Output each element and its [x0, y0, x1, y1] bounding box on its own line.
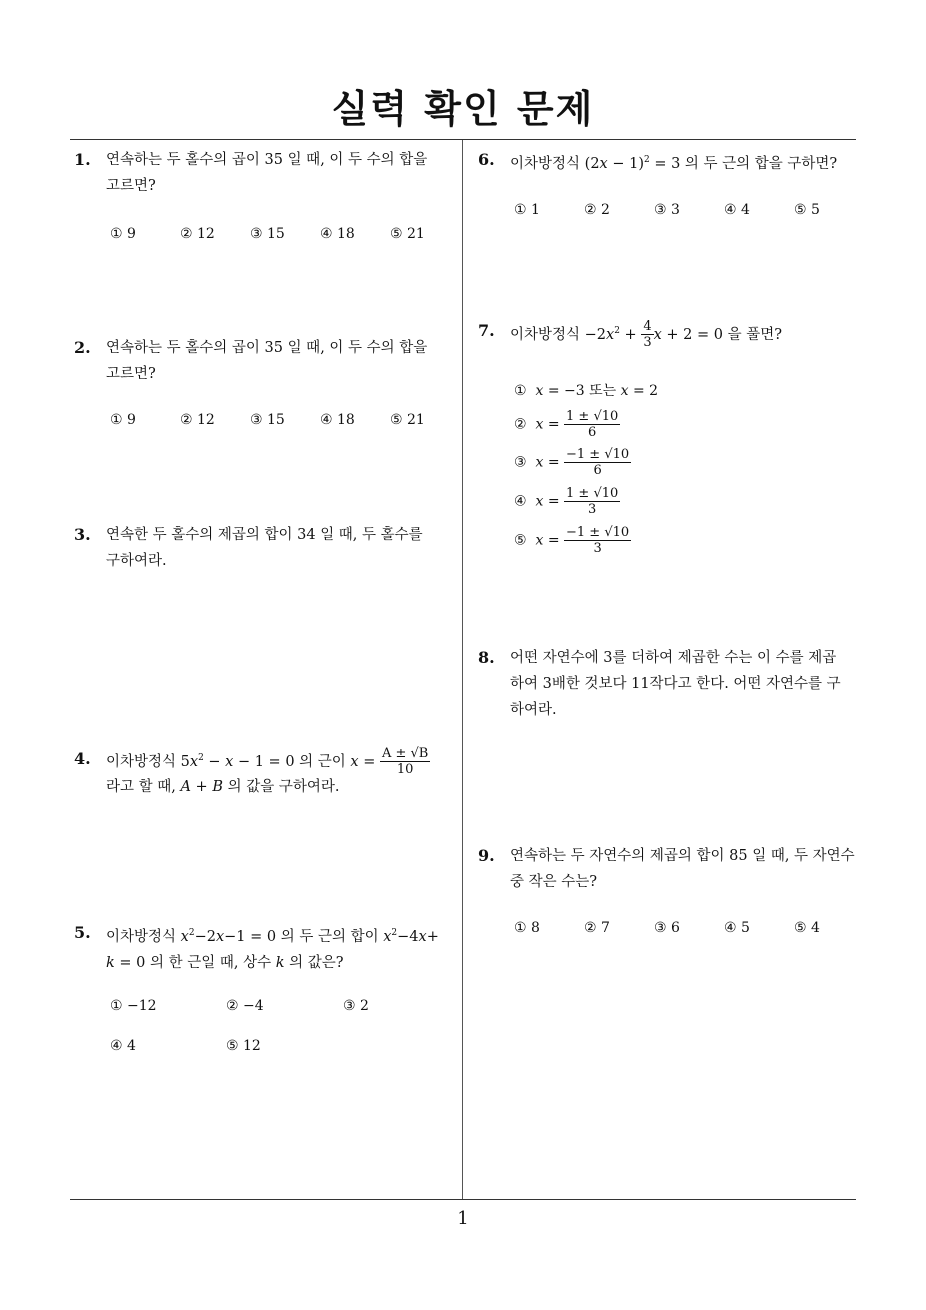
- question-text: 의 한 근일 때, 상수: [150, 954, 272, 971]
- question-6: 6. 이차방정식 $(2x - 1)^2 = 3$ 의 두 근의 합을 구하면?: [478, 147, 863, 177]
- option-1[interactable]: ① −12: [110, 998, 157, 1014]
- question-text: 의 값은?: [289, 954, 344, 971]
- footer-rule: [70, 1199, 856, 1200]
- option-5[interactable]: ⑤ x = $\frac{-1 \pm √10}{3}$: [514, 525, 630, 556]
- column-divider: [462, 140, 463, 1200]
- question-text: 중 작은 수는?: [510, 874, 598, 890]
- question-text: 연속하는 두 홀수의 곱이 35 일 때, 이 두 수의 합을: [106, 340, 428, 356]
- question-text: 고르면?: [106, 366, 156, 382]
- option-2[interactable]: ② 12: [180, 412, 215, 428]
- question-text: 의 두 근의 합을 구하면?: [684, 155, 838, 172]
- question-1: [74, 147, 459, 199]
- question-text: 의 근이: [299, 753, 346, 770]
- option-5[interactable]: ⑤ 21: [390, 412, 425, 428]
- question-number: 5.: [74, 923, 91, 942]
- question-7: 7. 이차방정식 $-2x^2$ + $\frac{4}{3}$ x + 2 = 0 을 풀면?: [478, 319, 782, 351]
- question-4: 4. 이차방정식 $5x^2 - x - 1 = 0$ 의 근이 x = $\frac{A \pm √B}{10}$ 라고 할 때, A + B 의 값을 구하여라.: [74, 746, 429, 795]
- option-5[interactable]: ⑤ 5: [794, 202, 820, 218]
- question-text: 이차방정식 5: [106, 753, 190, 770]
- question-text: 하여라.: [510, 702, 557, 718]
- question-5: 5. 이차방정식 $x^2-2x-1 = 0$ 의 두 근의 합이 $x^2-4x+$ k = 0 의 한 근일 때, 상수 k 의 값은?: [74, 920, 459, 976]
- question-text: 이차방정식: [510, 326, 581, 343]
- option-3[interactable]: ③ 6: [654, 920, 680, 936]
- question-text: 의 두 근의 합이: [280, 928, 379, 945]
- question-number: 2.: [74, 338, 91, 357]
- fraction: $\frac{4}{3}$: [643, 319, 652, 351]
- option-4[interactable]: ④ 4: [110, 1038, 136, 1054]
- option-2[interactable]: ② −4: [226, 998, 264, 1014]
- question-3: [74, 522, 459, 574]
- question-text: 연속한 두 홀수의 제곱의 합이 34 일 때, 두 홀수를: [106, 527, 423, 543]
- option-3[interactable]: ③ 2: [343, 998, 369, 1014]
- question-number: 8.: [478, 648, 495, 667]
- option-1[interactable]: ① x = −3 또는 x = 2: [514, 383, 659, 399]
- option-2[interactable]: ② x = $\frac{1 \pm √10}{6}$: [514, 409, 619, 440]
- option-1[interactable]: ① 9: [110, 412, 136, 428]
- option-3[interactable]: ③ 15: [250, 226, 285, 242]
- question-text: 을 풀면?: [727, 326, 782, 343]
- option-5[interactable]: ⑤ 21: [390, 226, 425, 242]
- option-3[interactable]: ③ x = $\frac{-1 \pm √10}{6}$: [514, 447, 630, 478]
- option-3[interactable]: ③ 15: [250, 412, 285, 428]
- question-2: [74, 335, 459, 387]
- option-5[interactable]: ⑤ 4: [794, 920, 820, 936]
- option-5[interactable]: ⑤ 12: [226, 1038, 261, 1054]
- question-number: 4.: [74, 749, 91, 768]
- question-text: 이차방정식: [510, 155, 581, 172]
- question-text: 고르면?: [106, 178, 156, 194]
- question-text: 연속하는 두 자연수의 제곱의 합이 85 일 때, 두 자연수: [510, 848, 855, 864]
- question-number: 7.: [478, 321, 495, 340]
- option-1[interactable]: ① 1: [514, 202, 540, 218]
- option-3[interactable]: ③ 3: [654, 202, 680, 218]
- option-4[interactable]: ④ 18: [320, 412, 355, 428]
- question-text: 어떤 자연수에 3를 더하여 제곱한 수는 이 수를 제곱: [510, 650, 837, 666]
- question-text: 연속하는 두 홀수의 곱이 35 일 때, 이 두 수의 합을: [106, 152, 428, 168]
- option-4[interactable]: ④ x = $\frac{1 \pm √10}{3}$: [514, 486, 619, 517]
- header-rule: [70, 139, 856, 140]
- question-number: 6.: [478, 150, 495, 169]
- fraction: $\frac{A \pm √B}{10}$: [381, 746, 429, 778]
- option-2[interactable]: ② 7: [584, 920, 610, 936]
- question-8: [478, 645, 863, 723]
- page-number: 1: [457, 1208, 469, 1229]
- question-9: [478, 843, 863, 895]
- question-text: 이차방정식: [106, 928, 177, 945]
- option-1[interactable]: ① 8: [514, 920, 540, 936]
- option-4[interactable]: ④ 5: [724, 920, 750, 936]
- question-number: 9.: [478, 846, 495, 865]
- question-text: 라고 할 때,: [106, 778, 176, 795]
- option-2[interactable]: ② 2: [584, 202, 610, 218]
- question-number: 1.: [74, 150, 91, 169]
- question-text: 구하여라.: [106, 553, 167, 569]
- question-number: 3.: [74, 525, 91, 544]
- question-text: 하여 3배한 것보다 11작다고 한다. 어떤 자연수를 구: [510, 676, 841, 692]
- option-4[interactable]: ④ 18: [320, 226, 355, 242]
- option-1[interactable]: ① 9: [110, 226, 136, 242]
- option-2[interactable]: ② 12: [180, 226, 215, 242]
- option-4[interactable]: ④ 4: [724, 202, 750, 218]
- page-title: 실력 확인 문제: [331, 87, 595, 131]
- question-text: 의 값을 구하여라.: [227, 778, 340, 795]
